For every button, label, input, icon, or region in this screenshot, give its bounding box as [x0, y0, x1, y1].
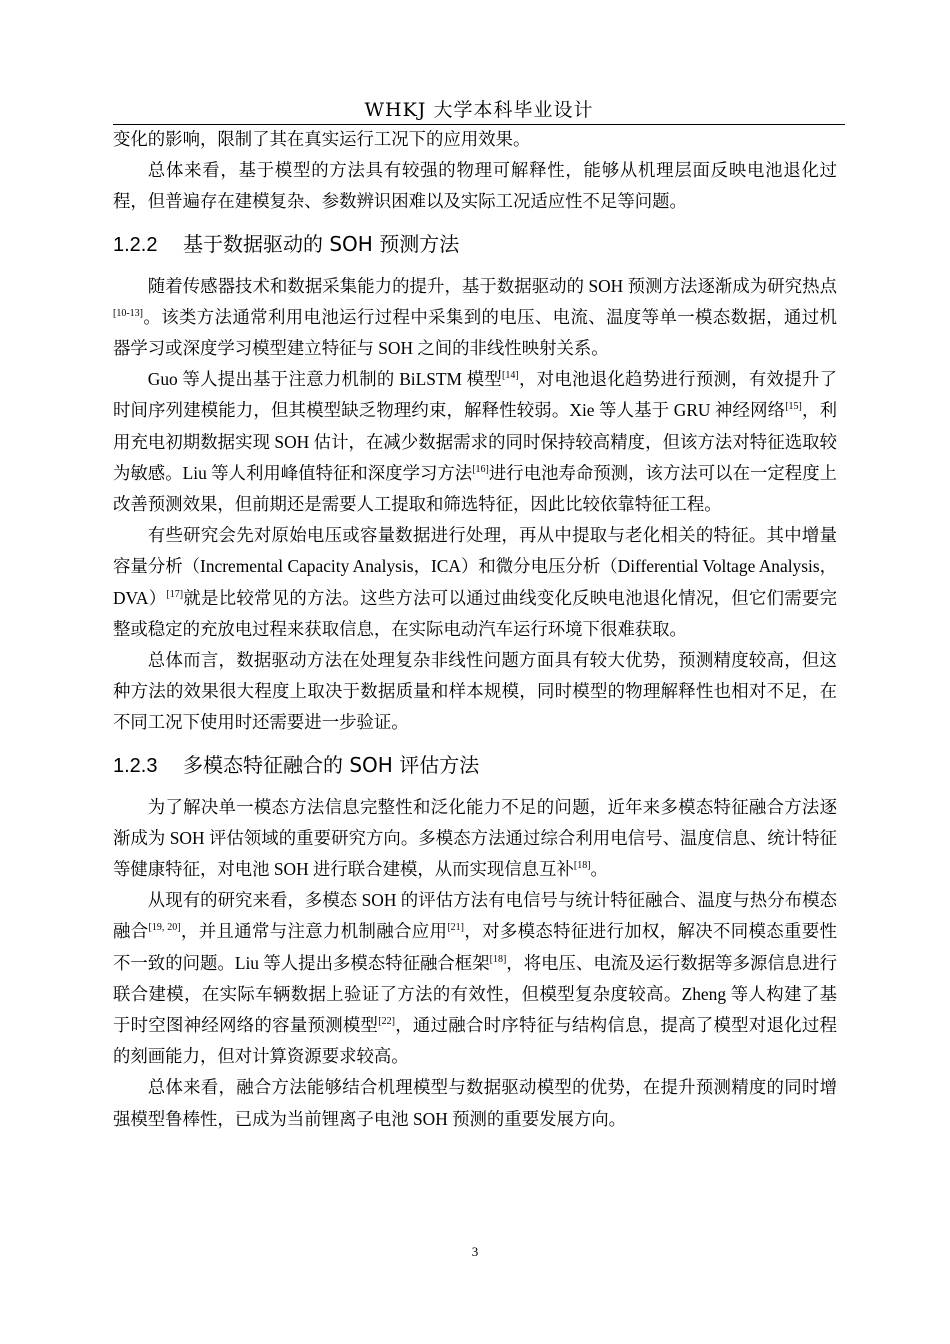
citation: [22]: [378, 1016, 395, 1028]
text-run: ，对电池退化趋势进行预测，有效提升了时间序列建模能力，但其模型缺乏物理约束，解释性较弱。Xie 等人基于 GRU 神经网络: [113, 369, 837, 421]
text-run: 。: [590, 859, 608, 880]
page-number: 3: [471, 1244, 479, 1259]
section-number: 1.2.3: [113, 754, 158, 777]
section-heading-1-2-3: [113, 739, 837, 792]
paragraph: 总体而言，数据驱动方法在处理复杂非线性问题方面具有较大优势，预测精度较高，但这种方法的效果很大程度上取决于数据质量和样本规模，同时模型的物理解释性也相对不足，在不同工况下使用时还需要进一步验证。: [113, 650, 837, 733]
text-run: ，通过融合时序特征与结构信息，提高了模型对退化过程的刻画能力，但对计算资源要求较高。: [113, 1015, 837, 1067]
citation: [16]: [472, 464, 489, 476]
citation: [10-13]: [113, 308, 143, 320]
text-run: 为了解决单一模态方法信息完整性和泛化能力不足的问题，近年来多模态特征融合方法逐渐成为 SOH 评估领域的重要研究方向。多模态方法通过综合利用电信号、温度信息、统计特征等健康特征，对电池 SOH 进行联合建模，从而实现信息互补: [113, 796, 837, 880]
section-title: 多模态特征融合的 SOH 评估方法: [183, 752, 480, 777]
text-run: 进行电池寿命预测，该方法可以在一定程度上改善预测效果，但前期还是需要人工提取和筛选特征，因此比较依靠特征工程。: [113, 462, 837, 515]
citation: [17]: [166, 588, 184, 600]
paragraph: [113, 885, 837, 1072]
paragraph: 总体来看，基于模型的方法具有较强的物理可解释性，能够从机理层面反映电池退化过程，但普遍存在建模复杂、参数辨识困难以及实际工况适应性不足等问题。: [113, 160, 837, 212]
citation: [21]: [447, 922, 465, 934]
text-run: Guo 等人提出基于注意力机制的 BiLSTM 模型: [147, 369, 503, 390]
text-run: 随着传感器技术和数据采集能力的提升，基于数据驱动的 SOH 预测方法逐渐成为研究热点: [147, 275, 837, 296]
section-number: 1.2.2: [113, 233, 158, 256]
citation: [14]: [502, 370, 519, 382]
citation: [18]: [573, 860, 591, 872]
paragraph: [113, 364, 837, 520]
citation: [18]: [489, 953, 507, 965]
citation: [15]: [785, 401, 802, 413]
section-title: 基于数据驱动的 SOH 预测方法: [183, 231, 460, 256]
text-run: ，并且通常与注意力机制融合应用: [180, 921, 448, 942]
paragraph: [113, 271, 837, 365]
text-run: ，对多模态特征进行加权，解决不同模态重要性不一致的问题。Liu 等人提出多模态特征融合框架: [113, 921, 837, 973]
text-run: 。该类方法通常利用电池运行过程中采集到的电压、电流、温度等单一模态数据，通过机器学习或深度学习模型建立特征与 SOH 之间的非线性映射关系。: [113, 306, 837, 359]
page-header: [113, 99, 845, 125]
section-heading-1-2-2: [113, 218, 837, 271]
header-title: WHKJ 大学本科毕业设计: [364, 99, 594, 121]
text-run: 有些研究会先对原始电压或容量数据进行处理，再从中提取与老化相关的特征。其中增量容量分析（Incremental Capacity Analysis，ICA）和微分电压分析（Differential Voltage Analysis，DVA）: [113, 525, 837, 608]
citation: [19, 20]: [148, 922, 181, 934]
text-run: ，将电压、电流及运行数据等多源信息进行联合建模，在实际车辆数据上验证了方法的有效性，但模型复杂度较高。Zheng 等人构建了基于时空图神经网络的容量预测模型: [113, 952, 837, 1036]
text-run: ，利用充电初期数据实现 SOH 估计，在减少数据需求的同时保持较高精度，但该方法对特征选取较为敏感。Liu 等人利用峰值特征和深度学习方法: [113, 400, 837, 483]
text-run: 从现有的研究来看，多模态 SOH 的评估方法有电信号与统计特征融合、温度与热分布模态融合: [113, 890, 837, 942]
paragraph: [113, 520, 837, 645]
paragraph: [113, 792, 837, 886]
paragraph: 变化的影响，限制了其在真实运行工况下的应用效果。: [113, 129, 531, 149]
text-run: 就是比较常见的方法。这些方法可以通过曲线变化反映电池退化情况，但它们需要完整或稳定的充放电过程来获取信息，在实际电动汽车运行环境下很难获取。: [113, 587, 837, 639]
paragraph: 总体来看，融合方法能够结合机理模型与数据驱动模型的优势，在提升预测精度的同时增强模型鲁棒性，已成为当前锂离子电池 SOH 预测的重要发展方向。: [113, 1077, 837, 1129]
document-body: [113, 124, 837, 1135]
